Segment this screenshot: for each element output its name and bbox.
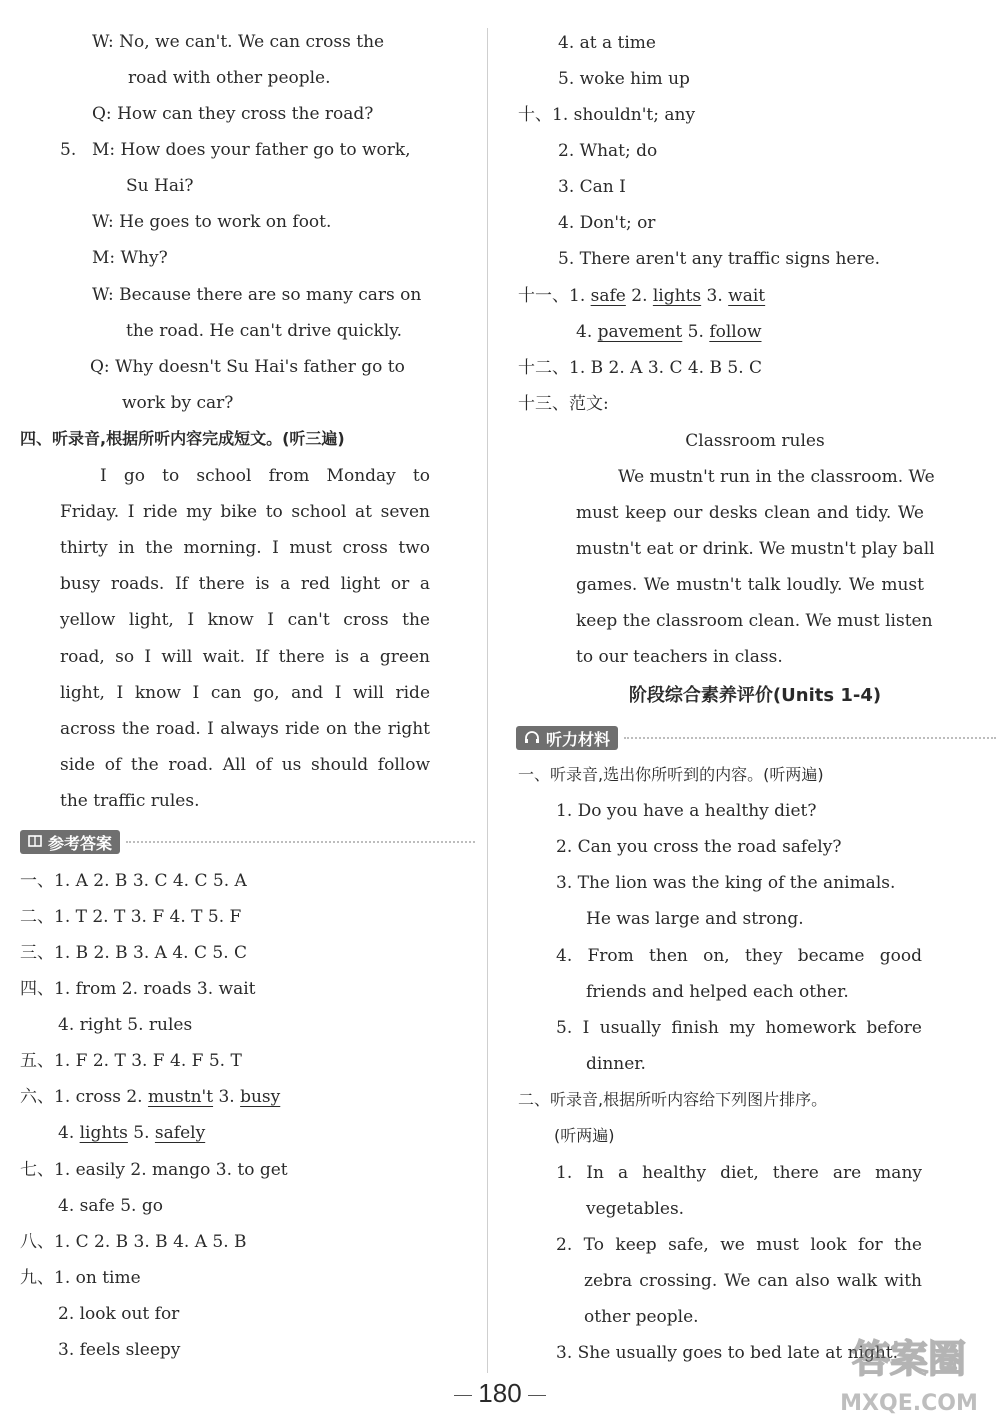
essay-line: must keep our desks clean and tidy. We [576,503,924,523]
dialog-line: W: He goes to work on foot. [92,212,332,232]
answer-row: 十、1. shouldn't; any [518,105,696,125]
answer-row: 一、1. A 2. B 3. C 4. C 5. A [20,871,247,891]
essay-line: to our teachers in class. [576,647,783,667]
answers-banner-label: 参考答案 [48,833,113,853]
answer-row: 八、1. C 2. B 3. B 4. A 5. B [20,1232,247,1252]
watermark-url: MXQE.COM [840,1391,978,1416]
listening-banner [516,726,996,750]
answer-row: 七、1. easily 2. mango 3. to get [20,1160,288,1180]
answer-row: 3. feels sleepy [58,1340,181,1360]
answer-row: 4. safe 5. go [58,1196,163,1216]
essay-line: games. We mustn't talk loudly. We must [576,575,924,595]
dialog-line: work by car? [122,393,234,413]
listening-item: other people. [584,1307,699,1327]
answer-row: 3. Can I [558,177,626,197]
passage-line: I go to school from Monday to [100,466,430,486]
dialog-line: Q: Why doesn't Su Hai's father go to [90,357,405,377]
underlined-answer: pavement [597,322,683,342]
answers-banner [20,830,475,854]
answer-row: 5. woke him up [558,69,690,89]
answer-row: 四、1. from 2. roads 3. wait [20,979,256,999]
passage-line: yellow light, I know I can't cross the [60,610,430,630]
passage-line: the traffic rules. [60,791,200,811]
essay-line: keep the classroom clean. We must listen [576,611,933,631]
section-heading: 一、听录音,选出你所听到的内容。(听两遍) [518,765,824,784]
dialog-line: W: No, we can't. We can cross the [92,32,385,52]
listening-item: 3. The lion was the king of the animals. [556,873,896,893]
listening-item: zebra crossing. We can also walk with [584,1271,922,1291]
section-heading: (听两遍) [554,1126,615,1145]
underlined-answer: safe [590,286,626,306]
listening-item: 1. In a healthy diet, there are many [556,1163,922,1183]
answer-text: 3. [213,1087,241,1107]
watermark-logo [824,1320,994,1420]
answer-text: 六、1. cross 2. [20,1087,148,1107]
answer-row [58,1121,205,1145]
stage-title: 阶段综合素养评价(Units 1-4) [628,685,882,706]
underlined-answer: lights [652,286,702,306]
underlined-answer: lights [79,1123,128,1143]
column-divider [487,28,488,1373]
passage-line: Friday. I ride my bike to school at seven [60,502,430,522]
answer-row: 5. There aren't any traffic signs here. [558,249,881,269]
listening-item: 2. To keep safe, we must look for the [556,1235,922,1255]
answer-row: 九、1. on time [20,1268,141,1288]
answer-row: 4. right 5. rules [58,1015,193,1035]
listening-banner-label: 听力材料 [546,729,611,749]
passage-line: across the road. I always ride on the right [60,719,430,739]
essay-title: Classroom rules [685,431,825,451]
answer-row: 4. Don't; or [558,213,656,233]
answer-row: 4. at a time [558,33,656,53]
dialog-line: road with other people. [128,68,331,88]
answer-row: 2. look out for [58,1304,180,1324]
section-heading: 四、听录音,根据所听内容完成短文。(听三遍) [20,429,345,448]
watermark-title: 答案圈 [851,1337,967,1381]
listening-item: He was large and strong. [586,909,804,929]
answer-row [518,284,765,308]
passage-line: busy roads. If there is a red light or a [60,574,430,594]
listening-badge [516,726,618,750]
passage-line: light, I know I can go, and I will ride [60,683,430,703]
banner-dotted-rule [126,841,475,843]
answer-text: 5. [682,322,710,342]
answer-row [20,1085,280,1109]
listening-item: vegetables. [586,1199,685,1219]
listening-item: friends and helped each other. [586,982,849,1002]
answer-row: 2. What; do [558,141,658,161]
listening-item: 4. From then on, they became good [556,946,922,966]
answer-text: 4. [576,322,598,342]
dialog-line: Q: How can they cross the road? [92,104,374,124]
answer-text: 十一、1. [518,286,591,306]
banner-dotted-rule [624,737,996,739]
listening-item: dinner. [586,1054,646,1074]
underlined-answer: safely [154,1123,206,1143]
passage-line: side of the road. All of us should follow [60,755,430,775]
dialog-line: the road. He can't drive quickly. [126,321,403,341]
book-icon [28,833,42,852]
section-heading: 二、听录音,根据所听内容给下列图片排序。 [518,1090,828,1109]
answer-text: 3. [701,286,729,306]
underlined-answer: mustn't [147,1087,214,1107]
answer-row: 三、1. B 2. B 3. A 4. C 5. C [20,943,248,963]
answer-row: 五、1. F 2. T 3. F 4. F 5. T [20,1051,242,1071]
page-number-dash [454,1395,472,1396]
listening-item: 1. Do you have a healthy diet? [556,801,817,821]
dialog-line: W: Because there are so many cars on [92,285,422,305]
underlined-answer: wait [728,286,766,306]
answer-text: 5. [127,1123,155,1143]
passage-line: road, so I will wait. If there is a green [60,647,430,667]
answer-text: 4. [58,1123,80,1143]
dialog-line: Su Hai? [126,176,194,196]
answers-badge [20,830,120,854]
listening-item: 2. Can you cross the road safely? [556,837,842,857]
essay-line: We mustn't run in the classroom. We [618,467,935,487]
headphones-icon [524,729,540,748]
answer-text: 2. [625,286,653,306]
answer-row: 十三、范文: [518,394,609,414]
page-number-text: 180 [478,1378,522,1408]
answer-row [576,320,762,344]
item-number: 5. [60,140,77,160]
listening-item: 5. I usually finish my homework before [556,1018,922,1038]
dialog-line: M: How does your father go to work, [92,140,411,160]
passage-line: thirty in the morning. I must cross two [60,538,430,558]
answer-row: 十二、1. B 2. A 3. C 4. B 5. C [518,358,763,378]
essay-line: mustn't eat or drink. We mustn't play ball [576,539,935,559]
underlined-answer: busy [240,1087,281,1107]
answer-row: 二、1. T 2. T 3. F 4. T 5. F [20,907,242,927]
page-number-dash [528,1395,546,1396]
listening-item: 3. She usually goes to bed late at night. [556,1343,899,1363]
underlined-answer: follow [709,322,762,342]
dialog-line: M: Why? [92,248,168,268]
